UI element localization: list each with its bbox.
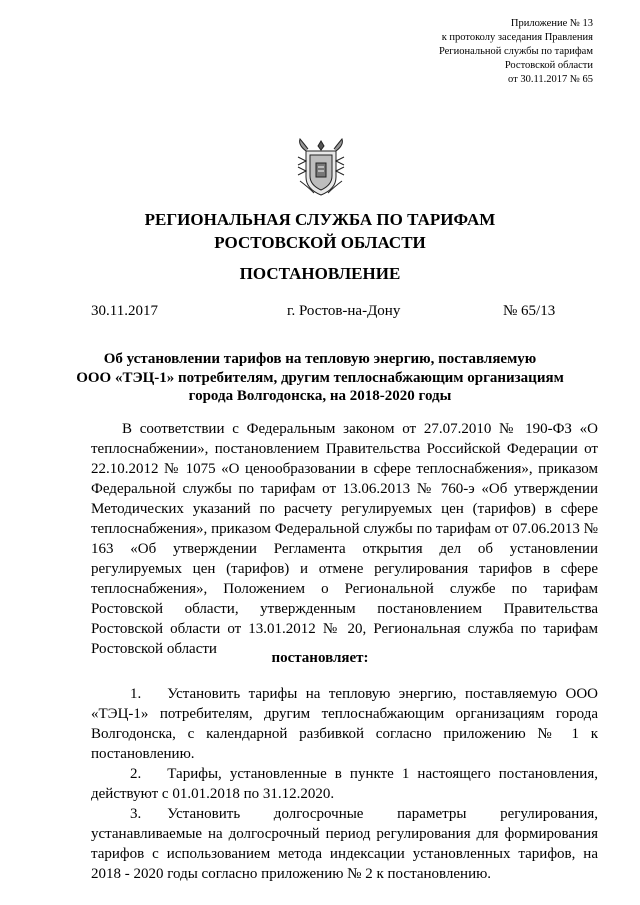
subject-line: Об установлении тарифов на тепловую энергию, поставляемую — [103, 351, 537, 367]
organization-title — [0, 208, 640, 254]
document-place: г. Ростов-на-Дону — [287, 303, 401, 319]
list-item — [91, 764, 598, 804]
decree-word: постановляет: — [271, 650, 369, 666]
appendix-line: Приложение № 13 — [510, 18, 593, 29]
document-subject — [60, 350, 580, 406]
list-item — [91, 804, 598, 884]
appendix-line: к протоколу заседания Правления — [441, 32, 593, 43]
item-text: Установить долгосрочные параметры регулирования, устанавливаемые на долгосрочный период регулирования для формирования тарифов с использованием метода индексации установленных тарифов, на 2018 - 2020 годы согласно приложению № 2 к постановлению. — [91, 806, 598, 882]
item-number: 1. — [130, 686, 142, 702]
preamble-paragraph: В соответствии с Федеральным законом от 27.07.2010 № 190-ФЗ «О теплоснабжении», постановлением Правительства Российской Федерации от 22.10.2012 № 1075 «О ценообразовании в сфере теплоснабжения», приказом Федеральной службы по тарифам от 13.06.2013 № 760-э «Об утверждении Методических указаний по расчету регулируемых цен (тарифов) в сфере теплоснабжения», приказом Федеральной службы по тарифам от 07.06.2013 № 163 «Об утверждении Регламента открытия дел об установлении регулируемых цен (тарифов) и отмене регулирования тарифов в сфере теплоснабжения», Положением о Региональной службе по тарифам Ростовской области, утвержденным постановлением Правительства Ростовской области от 13.01.2012 № 20, Региональная служба по тарифам Ростовской области — [91, 421, 598, 657]
list-item — [91, 684, 598, 764]
coat-of-arms-icon — [296, 137, 346, 199]
item-text: Установить тарифы на тепловую энергию, поставляемую ООО «ТЭЦ-1» потребителям, другим теплоснабжающим организациям города Волгодонска, с календарной разбивкой согласно приложению № 1 к постановлению. — [91, 686, 598, 762]
appendix-line: от 30.11.2017 № 65 — [508, 74, 593, 85]
item-text: Тарифы, установленные в пункте 1 настоящего постановления, действуют с 01.01.2018 по 31.12.2020. — [91, 766, 598, 802]
appendix-note — [439, 17, 593, 87]
document-type: ПОСТАНОВЛЕНИЕ — [239, 264, 401, 283]
item-number: 3. — [130, 806, 142, 822]
document-date: 30.11.2017 — [91, 303, 158, 319]
subject-line: города Волгодонска, на 2018-2020 годы — [188, 388, 452, 404]
appendix-line: Ростовской области — [504, 60, 593, 71]
subject-line: ООО «ТЭЦ-1» потребителям, другим теплоснабжающим организациям — [76, 369, 564, 386]
appendix-line: Региональной службы по тарифам — [438, 46, 593, 57]
org-line: РЕГИОНАЛЬНАЯ СЛУЖБА ПО ТАРИФАМ — [144, 210, 496, 229]
org-line: РОСТОВСКОЙ ОБЛАСТИ — [214, 233, 426, 252]
item-number: 2. — [130, 766, 142, 782]
document-number: № 65/13 — [503, 303, 556, 319]
